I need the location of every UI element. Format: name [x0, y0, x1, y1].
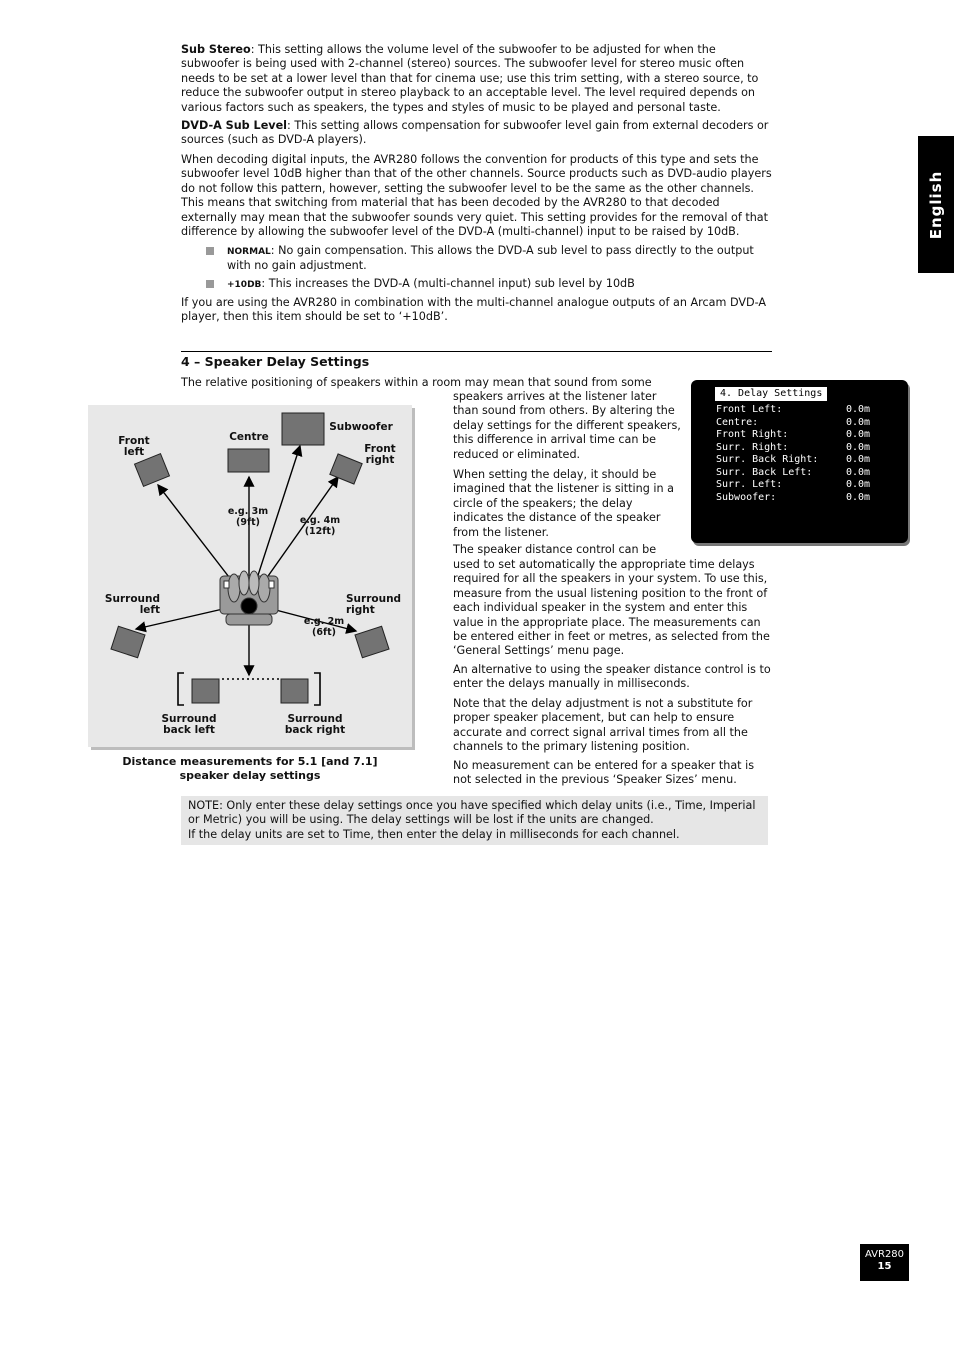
bullet-10db-text: : This increases the DVD-A (multi-channel input) sub level by 10dB	[261, 277, 635, 290]
bullet-normal-term: NORMAL	[227, 247, 271, 257]
sub-stereo-text: : This setting allows the volume level of the subwoofer to be adjusted for when the subwoofer is being used with 2-channel (stereo) sources. The subwoofer level for stereo music often needs to be set at a lower level than that for cinema use; use this trim setting, with a stereo source, to reduce the subwoofer output in stereo playback to an acceptable level. The level required depends on various factors such as speakers, the types and styles of music to be played and personal taste.	[181, 43, 759, 114]
label-distance-3m	[224, 506, 272, 528]
osd-row-value: 0.0m	[846, 466, 871, 478]
sub-stereo-term: Sub Stereo	[181, 43, 251, 56]
dvda-paragraph	[181, 119, 773, 148]
model-name: AVR280	[864, 1249, 905, 1260]
label-centre: Centre	[229, 431, 269, 443]
osd-row-value: 0.0m	[846, 416, 871, 428]
osd-row-label: Surr. Left:	[716, 479, 783, 490]
osd-row-label: Centre:	[716, 416, 759, 428]
osd-row-label: Subwoofer:	[716, 491, 777, 503]
arcam-paragraph: If you are using the AVR280 in combination with the multi-channel analogue outputs of an Arcam DVD-A player, then this item should be set to ‘+10dB’.	[181, 296, 767, 324]
page-number: 15	[877, 1261, 892, 1272]
para3-first-line: The speaker distance control can be	[453, 543, 657, 556]
decoding-paragraph: When decoding digital inputs, the AVR280 follows the convention for products of this type and sets the subwoofer level 10dB higher than that of the other channels. Source products such as DVD-audio players do not follow this pattern, however, setting the subwoofer level to be the same as the other channels. This means that switching from material that has been decoded by the AVR280 to that decoded externally may mean that the subwoofer sounds very quiet. This setting provides for the removal of that difference by allowing the subwoofer level of the DVD-A (multi-channel) input to be raised by 10dB.	[181, 153, 772, 239]
para5: Note that the delay adjustment is not a substitute for proper speaker placement, but can help to ensure accurate and correct signal arrival times from all the channels to the primary listening position.	[453, 697, 753, 754]
label-front-left	[114, 436, 154, 458]
section-heading: 4 – Speaker Delay Settings	[181, 354, 370, 369]
note-box	[181, 796, 768, 845]
label-front-right	[360, 444, 400, 466]
bullet-10db	[227, 277, 772, 292]
dvda-text: : This setting allows compensation for subwoofer level gain from external decoders or sources (such as DVD-A players).	[181, 119, 769, 147]
label-subwoofer: Subwoofer	[329, 421, 393, 433]
label-distance-2m-text: e.g. 2m (6ft)	[303, 616, 345, 638]
bullet-10db-term: +10DB	[227, 280, 262, 290]
para3-rest: used to set automatically the appropriate time delays required for all the speakers in your system. To use this, measure from the usual listening position to the front of each individual speaker in the system and enter this value in the appropriate place. The measurements can be entered either in feet or metres, as selected from the ‘General Settings’ menu page.	[453, 558, 770, 658]
speaker-diagram	[88, 405, 412, 747]
label-front-left-text: Front left	[118, 435, 150, 458]
bullet-square-icon	[206, 280, 214, 288]
osd-row-value: 0.0m	[846, 404, 871, 415]
diagram-caption-text: Distance measurements for 5.1 [and 7.1] speaker delay settings	[122, 755, 378, 782]
label-surround-left	[100, 594, 160, 616]
osd-row-value: 0.0m	[846, 429, 871, 440]
label-distance-2m	[300, 616, 348, 638]
osd-row-label: Surr. Back Right:	[716, 454, 819, 465]
label-front-right-text: Front right	[364, 443, 396, 466]
language-tab-label: English	[927, 170, 945, 239]
bullet-normal-text: : No gain compensation. This allows the DVD-A sub level to pass directly to the output with no gain adjustment.	[227, 244, 754, 273]
section-rule	[181, 351, 772, 352]
label-surround-left-text: Surround left	[104, 593, 160, 616]
osd-row-value: 0.0m	[846, 479, 871, 490]
language-tab	[918, 136, 954, 273]
diagram-caption	[110, 755, 390, 783]
osd-row-value: 0.0m	[846, 491, 871, 503]
osd-row-label: Front Left:	[716, 404, 783, 415]
label-surround-back-right	[280, 714, 350, 736]
label-surround-right	[346, 594, 406, 616]
label-distance-4m	[294, 515, 346, 537]
osd-row-label: Surr. Right:	[716, 441, 789, 453]
note-line-2: If the delay units are set to Time, then enter the delay in milliseconds for each channel.	[188, 827, 680, 841]
bullet-square-icon	[206, 247, 214, 255]
para2: When setting the delay, it should be imagined that the listener is sitting in a circle of the speakers; the delay indicates the distance of the speaker from the listener.	[453, 468, 675, 539]
para4: An alternative to using the speaker distance control is to enter the delays manually in milliseconds.	[453, 663, 771, 691]
osd-row-label: Front Right:	[716, 429, 789, 440]
dvda-term: DVD-A Sub Level	[181, 119, 287, 132]
bullet-normal	[227, 244, 772, 274]
page-number-badge	[860, 1244, 909, 1281]
label-distance-3m-text: e.g. 3m (9ft)	[227, 506, 269, 528]
para1-first-line: The relative positioning of speakers within a room may mean that sound from some	[181, 376, 652, 389]
note-line-1: NOTE: Only enter these delay settings once you have specified which delay units (i.e., Time, Imperial or Metric) you will be using. The delay settings will be lost if the units are changed.	[188, 799, 756, 827]
label-surround-back-left-text: Surround back left	[161, 713, 217, 736]
label-surround-right-text: Surround right	[346, 593, 402, 616]
label-distance-4m-text: e.g. 4m (12ft)	[299, 515, 341, 537]
sub-stereo-paragraph	[181, 43, 773, 115]
para1-rest: speakers arrives at the listener later than sound from others. By altering the delay settings for the different speakers, this difference in arrival time can be reduced or eliminated.	[453, 390, 681, 461]
label-surround-back-left	[154, 714, 224, 736]
delay-settings-screen	[691, 380, 908, 543]
label-surround-back-right-text: Surround back right	[284, 713, 346, 736]
osd-row-value: 0.0m	[846, 454, 871, 465]
para6: No measurement can be entered for a speaker that is not selected in the previous ‘Speaker Sizes’ menu.	[453, 759, 755, 787]
osd-title: 4. Delay Settings	[715, 387, 827, 401]
osd-row-value: 0.0m	[846, 441, 871, 453]
osd-row-label: Surr. Back Left:	[716, 466, 813, 478]
